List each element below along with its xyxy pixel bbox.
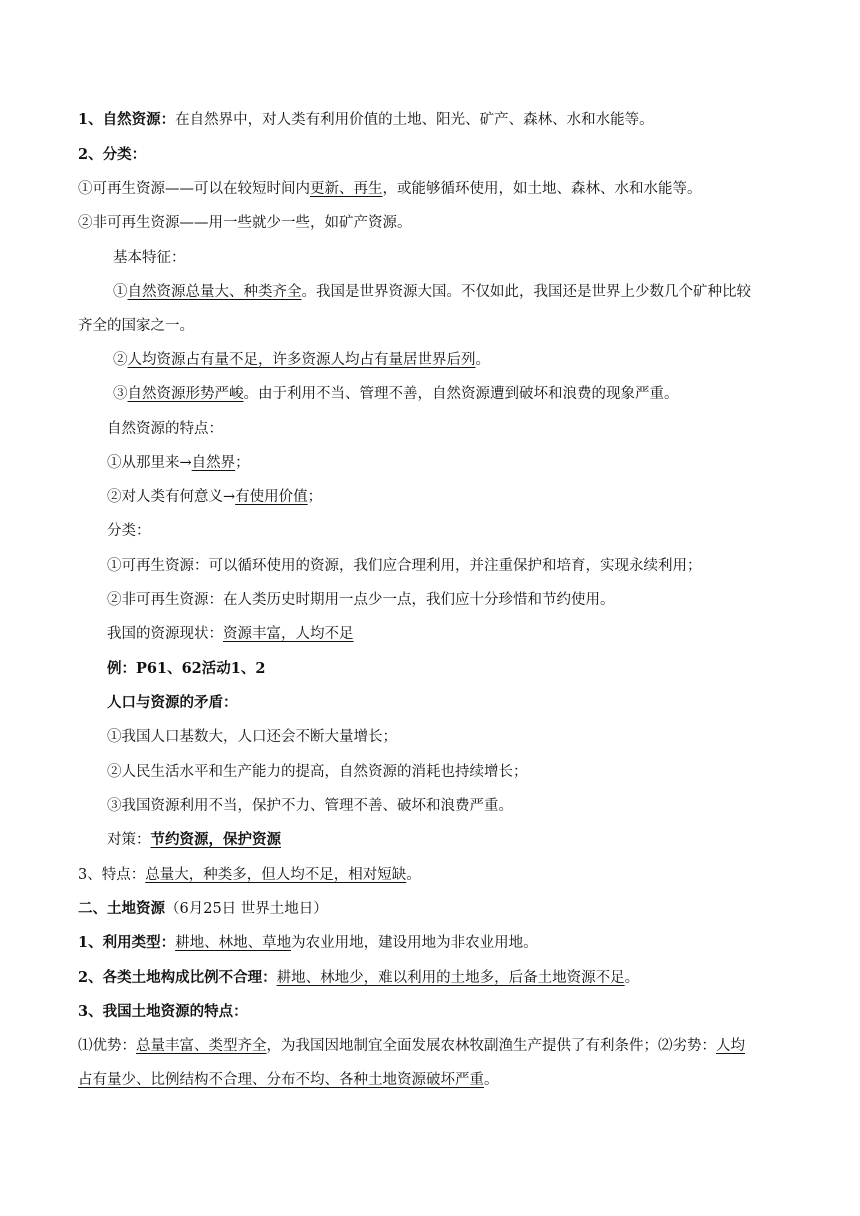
conflict-2-line: ②人民生活水平和生产能力的提高，自然资源的消耗也持续增长； — [107, 764, 528, 780]
current-status-line: 我国的资源现状：资源丰富，人均不足 — [107, 626, 354, 642]
feature-1-continuation: 齐全的国家之一。 — [78, 318, 194, 334]
land-use-types-line: 1、利用类型：耕地、林地、草地为农业用地，建设用地为非农业用地。 — [78, 934, 538, 951]
land-resources-heading: 二、土地资源（6月25日 世界土地日） — [78, 900, 328, 917]
meaning-line: ②对人类有何意义→有使用价值； — [107, 489, 323, 505]
population-conflict-heading: 人口与资源的矛盾： — [107, 694, 238, 711]
renewable-resources-line: ①可再生资源——可以在较短时间内更新、再生，或能够循环使用，如土地、森林、水和水能等。 — [78, 181, 702, 197]
nonrenewable-detail-line: ②非可再生资源：在人类历史时期用一点少一点，我们应十分珍惜和节约使用。 — [107, 592, 615, 608]
basic-features-heading: 基本特征： — [113, 250, 186, 266]
land-features-heading: 3、我国土地资源的特点： — [78, 1003, 248, 1020]
land-advantages-line: ⑴优势：总量丰富、类型齐全，为我国因地制宜全面发展农林牧副渔生产提供了有利条件；⑵劣势：人均 — [78, 1038, 745, 1054]
natural-resources-definition: 1、自然资源：在自然界中，对人类有利用价值的土地、阳光、矿产、森林、水和水能等。 — [78, 111, 654, 128]
classification-heading: 2、分类： — [78, 146, 147, 163]
land-disadvantages-line: 占有量少、比例结构不合理、分布不均、各种土地资源破坏严重。 — [78, 1072, 499, 1088]
feature-3-line: ③自然资源形势严峻。由于利用不当、管理不善，自然资源遭到破坏和浪费的现象严重。 — [113, 386, 679, 402]
classification-subheading: 分类： — [107, 523, 151, 539]
renewable-detail-line: ①可再生资源：可以循环使用的资源，我们应合理利用，并注重保护和培育，实现永续利用； — [107, 558, 702, 574]
land-structure-line: 2、各类土地构成比例不合理：耕地、林地少，难以利用的土地多，后备土地资源不足。 — [78, 969, 640, 986]
nonrenewable-resources-line: ②非可再生资源——用一些就少一些，如矿产资源。 — [78, 215, 412, 231]
feature-1-line: ①自然资源总量大、种类齐全。我国是世界资源大国。不仅如此，我国还是世界上少数几个矿种比较 — [113, 284, 751, 300]
characteristics-heading: 自然资源的特点： — [107, 421, 223, 437]
countermeasure-line: 对策：节约资源，保护资源 — [107, 831, 281, 848]
conflict-3-line: ③我国资源利用不当，保护不力、管理不善、破坏和浪费严重。 — [107, 798, 513, 814]
example-line: 例：P61、62活动1、2 — [107, 660, 266, 677]
origin-line: ①从那里来→自然界； — [107, 455, 250, 471]
feature-2-line: ②人均资源占有量不足，许多资源人均占有量居世界后列。 — [113, 352, 490, 368]
conflict-1-line: ①我国人口基数大，人口还会不断大量增长； — [107, 729, 397, 745]
features-summary-line: 3、特点：总量大，种类多，但人均不足，相对短缺。 — [78, 867, 421, 883]
